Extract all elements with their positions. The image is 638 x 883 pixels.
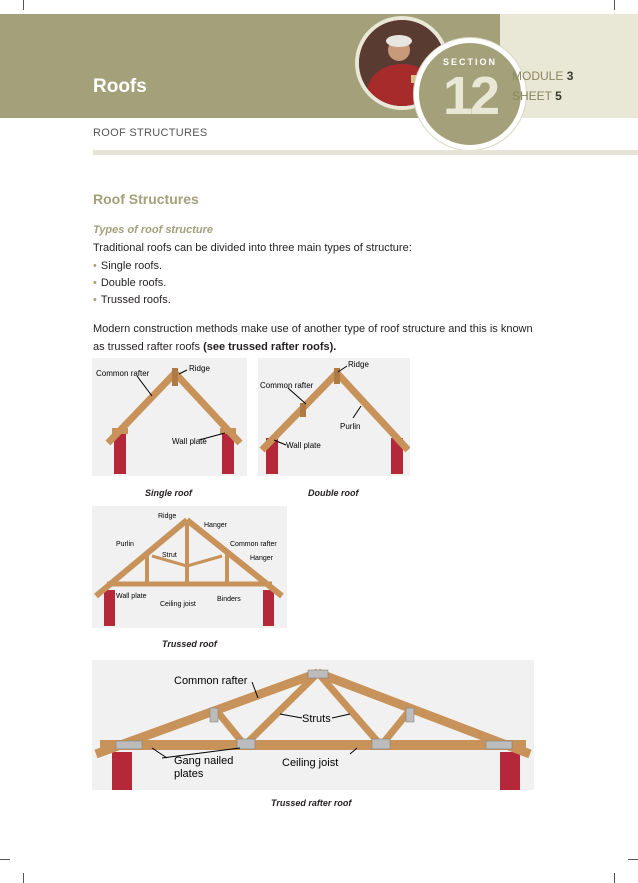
- label-ridge: Ridge: [158, 513, 177, 520]
- crop-mark: [614, 0, 615, 10]
- sheet-label: SHEET 5: [512, 89, 562, 103]
- content-subheading: Types of roof structure: [93, 224, 213, 236]
- label-strut: Strut: [162, 552, 177, 559]
- paragraph-line: Modern construction methods make use of another type of roof structure and this is known: [93, 323, 533, 335]
- content-heading: Roof Structures: [93, 191, 199, 207]
- label-hanger: Hanger: [204, 522, 227, 529]
- double-roof-diagram: [258, 358, 410, 476]
- label-common-rafter: Common rafter: [96, 369, 150, 378]
- section-badge: [414, 38, 526, 150]
- caption-trussed-roof: Trussed roof: [162, 639, 217, 649]
- crop-mark: [23, 0, 24, 10]
- label-purlin: Purlin: [340, 422, 361, 431]
- bullet-item: • Trussed roofs.: [93, 294, 171, 306]
- label-binders: Binders: [217, 596, 241, 603]
- crop-mark: [0, 859, 10, 860]
- label-common-rafter: Common rafter: [260, 381, 314, 390]
- caption-trussed-rafter-roof: Trussed rafter roof: [271, 798, 352, 808]
- trussed-rafter-roof-diagram: [92, 660, 534, 790]
- label-wall-plate: Wall plate: [286, 441, 321, 450]
- crop-mark: [614, 873, 615, 883]
- section-number: 12: [442, 66, 498, 126]
- section-subheading: ROOF STRUCTURES: [93, 127, 208, 139]
- label-struts: Struts: [302, 713, 331, 725]
- bullet-item: • Double roofs.: [93, 277, 167, 289]
- label-ceiling-joist: Ceiling joist: [282, 757, 339, 769]
- module-label: MODULE 3: [512, 69, 574, 83]
- caption-double-roof: Double roof: [308, 488, 359, 498]
- crop-mark: [23, 873, 24, 883]
- label-ridge: Ridge: [348, 360, 369, 369]
- label-ridge: Ridge: [189, 364, 210, 373]
- intro-text: Traditional roofs can be divided into three main types of structure:: [93, 242, 412, 254]
- crop-mark: [628, 859, 638, 860]
- label-gang-nailed: Gang nailed: [174, 755, 234, 767]
- label-purlin: Purlin: [116, 541, 134, 548]
- trussed-roof-diagram: [92, 506, 287, 628]
- caption-single-roof: Single roof: [145, 488, 192, 498]
- paragraph-line: as trussed rafter roofs (see trussed rafter roofs).: [93, 341, 337, 353]
- label-wall-plate: Wall plate: [172, 437, 207, 446]
- single-roof-diagram: [92, 358, 247, 476]
- label-hanger-2: Hanger: [250, 555, 273, 562]
- divider: [93, 150, 638, 155]
- label-common-rafter: Common rafter: [174, 675, 248, 687]
- label-common-rafter: Common rafter: [230, 541, 277, 548]
- page-title: Roofs: [93, 76, 147, 97]
- label-ceiling-joist: Ceiling joist: [160, 601, 196, 608]
- bullet-item: • Single roofs.: [93, 260, 163, 272]
- section-label: SECTION: [442, 57, 497, 67]
- label-plates: plates: [174, 768, 204, 780]
- label-wall-plate: Wall plate: [116, 593, 147, 600]
